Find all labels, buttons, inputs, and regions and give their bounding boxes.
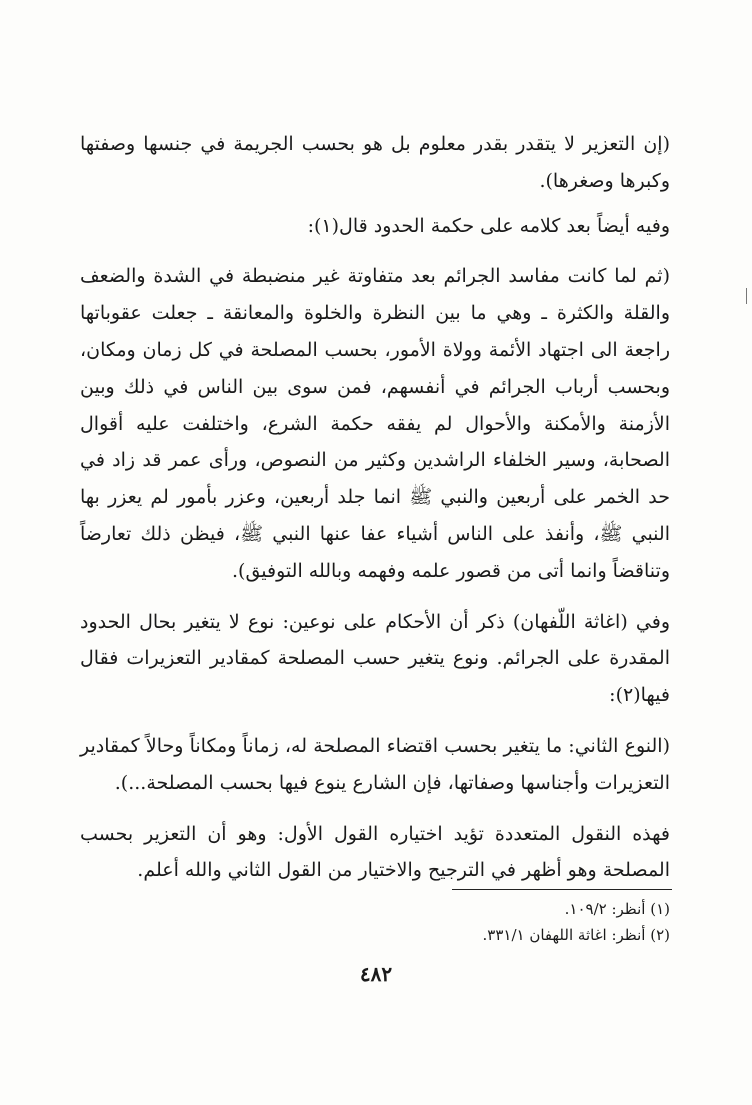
paragraph-quote-jaraim: (ثم لما كانت مفاسد الجرائم بعد متفاوتة غير منضبطة في الشدة والضعف والقلة والكثرة ـ وهي ما بين النظرة والخلوة والمعانقة ـ جعلت عقوباتها راجعة الى اجتهاد الأئمة وولاة الأمور، بحسب المصلحة في كل زمان ومكان، وبحسب أرباب الجرائم في أنفسهم، فمن سوى بين الناس في ذلك وبين الأزمنة والأمكنة والأحوال لم يفقه حكمة الشرع، واختلفت عليه أقوال الصحابة، وسير الخلفاء الراشدين وكثير من النصوص، ورأى عمر قد زاد في حد الخمر على أربعين والنبي ﷺ انما جلد أربعين، وعزر بأمور لم يعزر بها النبي ﷺ، وأنفذ على الناس أشياء عفا عنها النبي ﷺ، فيظن ذلك تعارضاً وتناقضاً وانما أتى من قصور علمه وفهمه وبالله التوفيق). xyxy=(80,265,670,582)
paragraph-intro-hudud: وفيه أيضاً بعد كلامه على حكمة الحدود قال(١): xyxy=(307,214,670,237)
paragraph-quote-second-type: (النوع الثاني: ما يتغير بحسب اقتضاء المصلحة له، زماناً ومكاناً وحالاً كمقادير التعزيرات وأجناسها وصفاتها، فإن الشارع ينوع فيها بحسب المصلحة...). xyxy=(80,734,670,794)
footnote-divider xyxy=(452,889,672,890)
margin-mark xyxy=(746,288,747,304)
paragraph-ighathat: وفي (اغاثة اللّفهان) ذكر أن الأحكام على نوعين: نوع لا يتغير بحال الحدود المقدرة على الجرائم. ونوع يتغير حسب المصلحة كمقادير التعزيرات فقال فيها(٢): xyxy=(80,610,670,707)
paragraph-quote-tazir: (إن التعزير لا يتقدر بقدر معلوم بل هو بحسب الجريمة في جنسها وصفتها وكبرها وصغرها). xyxy=(80,133,670,192)
footnote-2: (٢) أنظر: اغاثة اللهفان ٣٣١/١. xyxy=(482,926,670,944)
page-number: ٤٨٢ xyxy=(359,962,393,986)
main-text xyxy=(80,126,670,889)
footnotes xyxy=(80,896,670,948)
footnote-1: (١) أنظر: ١٠٩/٢. xyxy=(564,900,670,918)
paragraph-conclusion: فهذه النقول المتعددة تؤيد اختياره القول الأول: وهو أن التعزير بحسب المصلحة وهو أظهر في الترجيح والاختيار من القول الثاني والله أعلم. xyxy=(80,822,670,882)
